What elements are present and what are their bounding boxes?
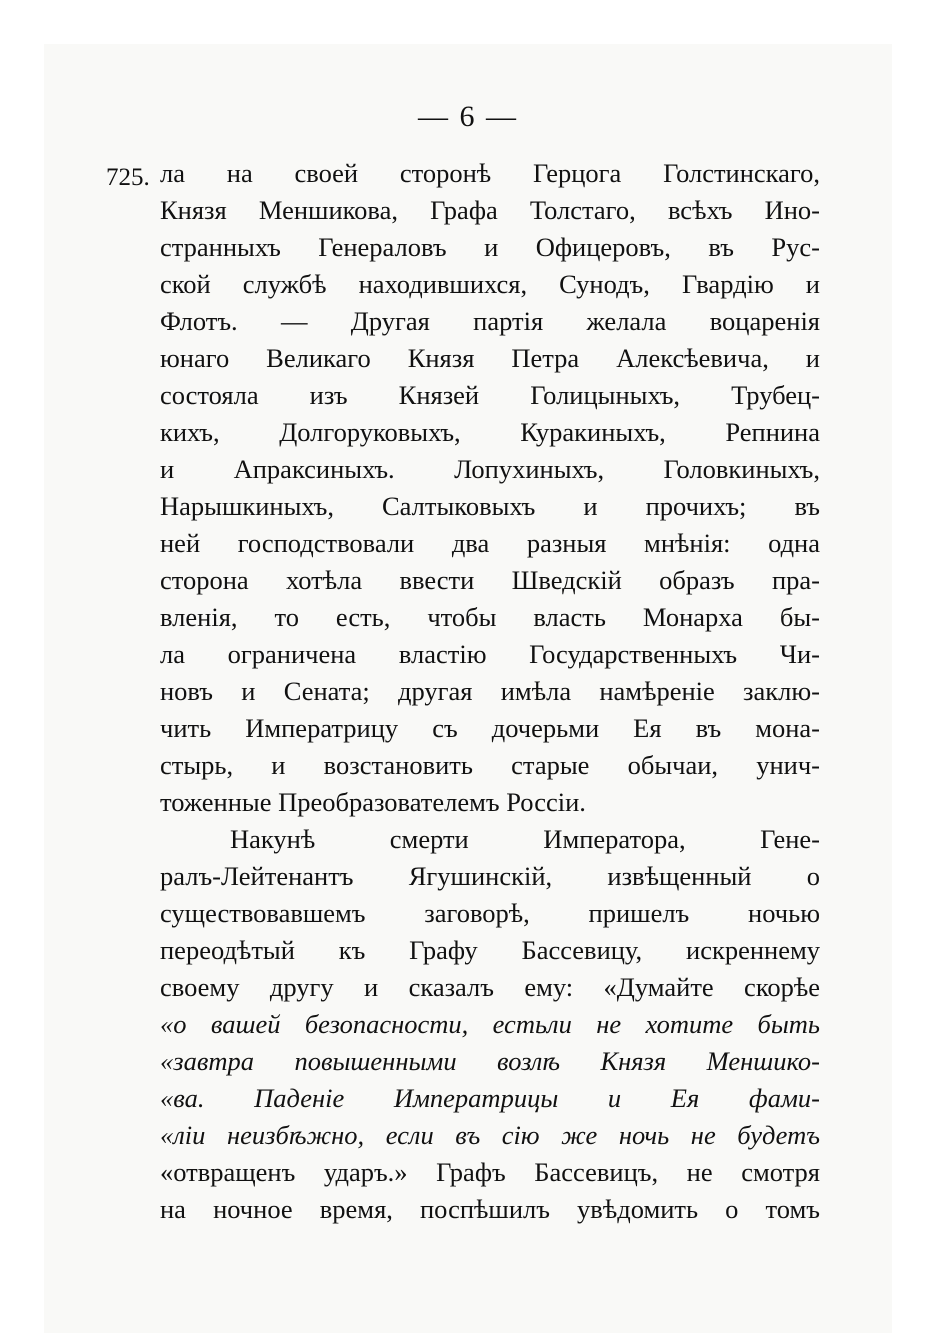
text-line: ралъ-Лейтенантъ Ягушинскій, извѣщенный о <box>160 861 820 891</box>
text-line: «ва. Паденіе Императрицы и Ея фами- <box>160 1083 820 1113</box>
text-line: своему другу и сказалъ ему: «Думайте скорѣе <box>160 972 820 1002</box>
text-line: чить Императрицу съ дочерьми Ея въ мона- <box>160 713 820 743</box>
text-line: «отвращенъ ударъ.» Графъ Бассевицъ, не смотря <box>160 1157 820 1187</box>
text-line: вленія, то есть, чтобы власть Монарха бы- <box>160 602 820 632</box>
text-line: переодѣтый къ Графу Бассевицу, искреннему <box>160 935 820 965</box>
text-line: странныхъ Генераловъ и Офицеровъ, въ Рус- <box>160 232 820 262</box>
text-line: и Апраксиныхъ. Лопухиныхъ, Головкиныхъ, <box>160 454 820 484</box>
text-line: «завтра повышенными возлѣ Князя Меншико- <box>160 1046 820 1076</box>
text-line: «ліи неизбѣжно, если въ сію же ночь не будетъ <box>160 1120 820 1150</box>
text-line: стырь, и возстановить старые обычаи, унич- <box>160 750 820 780</box>
text-line: новъ и Сената; другая имѣла намѣреніе заклю- <box>160 676 820 706</box>
text-line: на ночное время, поспѣшилъ увѣдомить о томъ <box>160 1194 820 1224</box>
text-line: тоженные Преобразователемъ Россіи. <box>160 787 586 817</box>
text-line: состояла изъ Князей Голицыныхъ, Трубец- <box>160 380 820 410</box>
text-line: кихъ, Долгоруковыхъ, Куракиныхъ, Репнина <box>160 417 820 447</box>
margin-year-note: 725. <box>106 164 150 191</box>
text-line: сторона хотѣла ввести Шведскій образъ пра- <box>160 565 820 595</box>
text-line: ской службѣ находившихся, Сунодъ, Гвардію и <box>160 269 820 299</box>
text-line: «о вашей безопасности, естьли не хотите быть <box>160 1009 820 1039</box>
text-line: ней господствовали два разныя мнѣнія: одна <box>160 528 820 558</box>
body-text <box>160 155 820 1228</box>
text-line: ла ограничена властію Государственныхъ Чи- <box>160 639 820 669</box>
text-line: Накунѣ смерти Императора, Гене- <box>230 824 820 854</box>
text-line: Нарышкиныхъ, Салтыковыхъ и прочихъ; въ <box>160 491 820 521</box>
text-line: Флотъ. — Другая партія желала воцаренія <box>160 306 820 336</box>
text-line: Князя Меншикова, Графа Толстаго, всѣхъ Ино- <box>160 195 820 225</box>
text-line: существовавшемъ заговорѣ, пришелъ ночью <box>160 898 820 928</box>
page-number: — 6 — <box>418 100 518 133</box>
text-line: юнаго Великаго Князя Петра Алексѣевича, и <box>160 343 820 373</box>
text-line: ла на своей сторонѣ Герцога Голстинскаго, <box>160 158 820 188</box>
